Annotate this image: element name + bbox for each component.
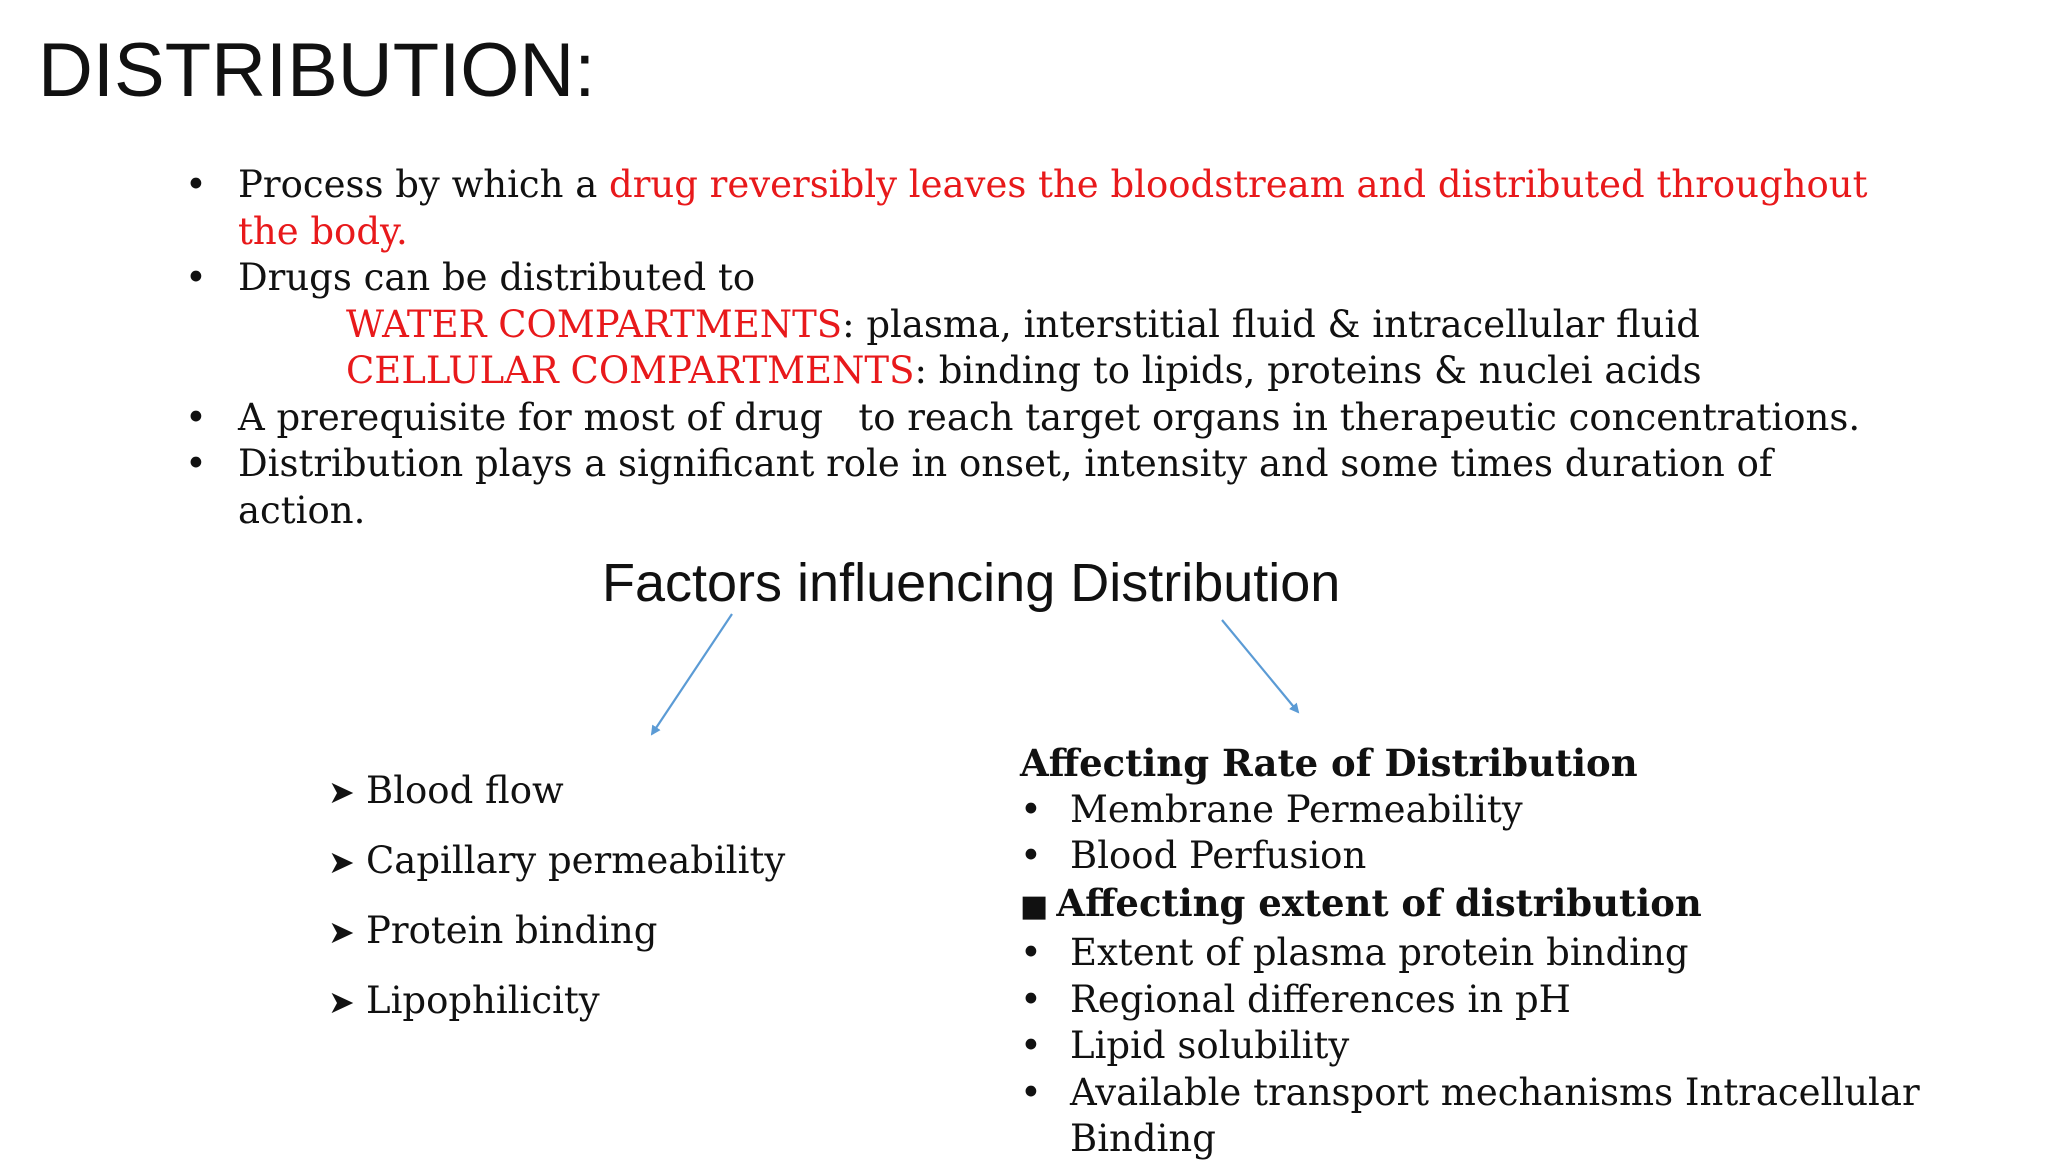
slide-title: DISTRIBUTION: <box>38 28 596 113</box>
bullet-dot: • <box>1020 931 1042 974</box>
list-item-cont <box>1020 1116 1920 1163</box>
bullet-text: action. <box>238 488 366 532</box>
bullet-dot: • <box>1020 1070 1042 1114</box>
list-item <box>1020 930 1920 977</box>
bullet-dot: • <box>1020 834 1042 877</box>
list-item <box>1020 787 1920 834</box>
bullet-text: Distribution plays a significant role in onset, intensity and some times duration of <box>238 442 1773 485</box>
bullet-text: Drugs can be distributed to <box>238 256 756 299</box>
factor-label: Capillary permeability <box>366 839 786 882</box>
list-item <box>328 838 785 908</box>
arrow-right <box>1222 620 1298 712</box>
highlight-text: drug reversibly leaves the bloodstream and distributed throughout <box>609 163 1868 206</box>
bullet-dot: • <box>1020 977 1042 1021</box>
water-compartments-text: : plasma, interstitial fluid & intracellular fluid <box>842 302 1700 346</box>
bullet-dot: • <box>185 442 207 485</box>
bullet-dot: • <box>185 395 207 439</box>
factors-heading: Factors influencing Distribution <box>602 553 1341 613</box>
item-label: Lipid solubility <box>1070 1024 1350 1067</box>
item-label: Blood Perfusion <box>1070 834 1367 877</box>
cellular-compartments-text: : binding to lipids, proteins & nuclei acids <box>914 349 1702 392</box>
left-factors-list <box>328 768 785 1048</box>
water-compartments-label: WATER COMPARTMENTS <box>346 302 843 346</box>
arrow-bullet-icon: ➤ <box>328 773 355 811</box>
right-factors-list <box>1020 740 1920 1163</box>
item-label: Available transport mechanisms Intracellular <box>1070 1070 1920 1114</box>
bullet-text: A prerequisite for most of drug to reach target organs in therapeutic concentrations. <box>238 395 1861 439</box>
factor-label: Protein binding <box>366 909 658 952</box>
list-item <box>1020 833 1920 880</box>
list-item <box>1020 977 1920 1024</box>
factor-label: Lipophilicity <box>366 979 600 1022</box>
list-item <box>328 768 785 838</box>
list-item <box>328 978 785 1048</box>
heading-label: Affecting extent of distribution <box>1056 880 1702 925</box>
list-item <box>1020 1070 1920 1117</box>
bullet-dot: • <box>1020 787 1042 831</box>
arrow-bullet-icon: ➤ <box>328 983 355 1021</box>
arrow-bullet-icon: ➤ <box>328 843 355 881</box>
item-label: Binding <box>1070 1117 1216 1160</box>
bullet-text: Process by which a <box>238 163 610 206</box>
highlight-text: the body. <box>238 209 408 253</box>
cellular-compartments-label: CELLULAR COMPARTMENTS <box>346 349 915 392</box>
list-item <box>328 908 785 978</box>
arrow-bullet-icon: ➤ <box>328 913 355 951</box>
rate-heading: Affecting Rate of Distribution <box>1020 741 1638 785</box>
bullet-dot: • <box>1020 1024 1042 1067</box>
extent-heading <box>1020 880 1920 931</box>
arrow-left <box>652 614 732 734</box>
square-bullet-icon: ■ <box>1020 888 1049 924</box>
bullet-dot: • <box>185 163 207 206</box>
item-label: Membrane Permeability <box>1070 787 1523 831</box>
item-label: Extent of plasma protein binding <box>1070 931 1689 974</box>
bullet-dot: • <box>185 256 207 299</box>
list-item <box>1020 1023 1920 1070</box>
factor-label: Blood flow <box>366 769 564 812</box>
item-label: Regional differences in pH <box>1070 977 1571 1021</box>
